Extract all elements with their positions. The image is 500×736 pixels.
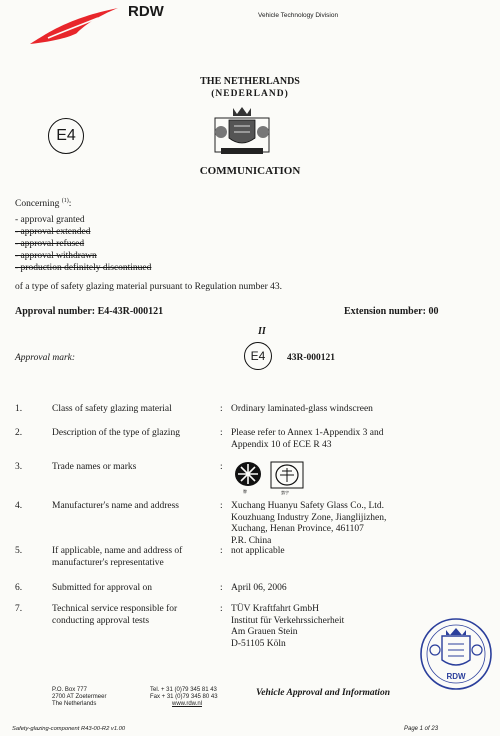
item-value — [231, 546, 461, 558]
item-value-line: TÜV Kraftfahrt GmbH — [231, 604, 319, 614]
extension-number: Extension number: 00 — [344, 306, 439, 317]
item-value-line: D-51105 Köln — [231, 638, 286, 649]
item-value-line: Ordinary laminated-glass windscreen — [231, 404, 373, 414]
status-item: - production definitely discontinued — [15, 263, 152, 273]
item-number: 1. — [15, 404, 23, 414]
item-value-line: Institut für Verkehrssicherheit — [231, 615, 345, 626]
item-value-line: Xuchang Huanyu Safety Glass Co., Ltd. — [231, 501, 385, 511]
item-label: Manufacturer's name and address — [52, 501, 180, 511]
rdw-bird-logo — [28, 4, 120, 50]
item-value-line: P.R. China — [231, 535, 272, 546]
status-item: - approval refused — [15, 239, 85, 249]
item-colon: : — [220, 604, 223, 614]
svg-text:牌: 牌 — [243, 489, 247, 494]
footnote-ref: (1) — [61, 198, 69, 204]
item-number: 6. — [15, 583, 23, 593]
page-number: Page 1 of 23 — [404, 726, 439, 732]
item-value-line: Xuchang, Henan Province, 461107 — [231, 524, 364, 534]
item-value — [231, 404, 461, 416]
approval-mark-label: Approval mark: — [15, 353, 76, 363]
item-label: Technical service responsible for conducting approval tests — [52, 604, 178, 626]
status-item: - approval withdrawn — [15, 251, 97, 261]
item-number: 7. — [15, 604, 23, 614]
e4-mark-circle: E4 — [48, 118, 84, 154]
trade-marks-icon — [233, 460, 307, 496]
item-number: 3. — [15, 462, 23, 472]
item-label: If applicable, name and address of manufacturer's representative — [52, 546, 183, 568]
footer-tel: Tel. + 31 (0)79 345 81 43 — [150, 687, 217, 693]
item-value-line: Appendix 10 of ECE R 43 — [231, 439, 332, 450]
footer-fax: Fax + 31 (0)79 345 80 43 — [150, 694, 218, 700]
concerning-label: Concerning $^{(1)}$: — [15, 198, 72, 210]
item-value — [231, 583, 461, 595]
file-reference: Safety-glazing-component R43-00-R2 v1.00 — [12, 726, 126, 732]
item-number: 5. — [15, 546, 23, 556]
svg-text:寰宇: 寰宇 — [281, 490, 289, 495]
approval-mark-circle: E4 — [244, 342, 272, 370]
item-colon: : — [220, 428, 223, 438]
approval-mark-class: II — [258, 326, 266, 337]
item-colon: : — [220, 546, 223, 556]
footer-web-link[interactable]: www.rdw.nl — [172, 701, 203, 707]
item-number: 2. — [15, 428, 23, 438]
item-value — [231, 428, 461, 451]
item-value-line: not applicable — [231, 546, 285, 556]
status-list — [15, 214, 151, 274]
regulation-line: of a type of safety glazing material pursuant to Regulation number 43. — [15, 282, 282, 292]
item-value-line: Please refer to Annex 1-Appendix 3 and — [231, 428, 384, 438]
footer-contacts — [150, 687, 218, 708]
stamp-text: RDW — [446, 672, 466, 681]
item-value-line: Am Grauen Stein — [231, 627, 298, 637]
item-value — [231, 501, 461, 547]
status-item: - approval extended — [15, 227, 91, 237]
country-name: THE NETHERLANDS — [200, 76, 300, 87]
footer-tagline: Vehicle Approval and Information — [256, 688, 390, 698]
item-number: 4. — [15, 501, 23, 511]
country-native-name: (NEDERLAND) — [211, 89, 289, 99]
item-label: Trade names or marks — [52, 462, 137, 472]
item-colon: : — [220, 462, 223, 472]
rdw-stamp — [418, 616, 494, 692]
item-value-line: Kouzhuang Industry Zone, Jianglijizhen, — [231, 512, 387, 523]
item-colon: : — [220, 501, 223, 511]
footer-address: P.O. Box 777 2700 AT Zoetermeer The Netherlands — [52, 687, 107, 707]
coat-of-arms-icon — [207, 104, 277, 160]
division-name: Vehicle Technology Division — [258, 12, 339, 19]
item-value-line: April 06, 2006 — [231, 583, 287, 593]
item-label: Class of safety glazing material — [52, 404, 172, 414]
item-label: Description of the type of glazing — [52, 428, 180, 438]
approval-number: Approval number: E4-43R-000121 — [15, 306, 164, 317]
approval-mark-number: 43R-000121 — [287, 353, 336, 363]
document-title: COMMUNICATION — [199, 165, 301, 177]
item-label: Submitted for approval on — [52, 583, 152, 593]
brand-name: RDW — [128, 3, 164, 20]
item-colon: : — [220, 404, 223, 414]
status-item: - approval granted — [15, 215, 85, 225]
item-colon: : — [220, 583, 223, 593]
